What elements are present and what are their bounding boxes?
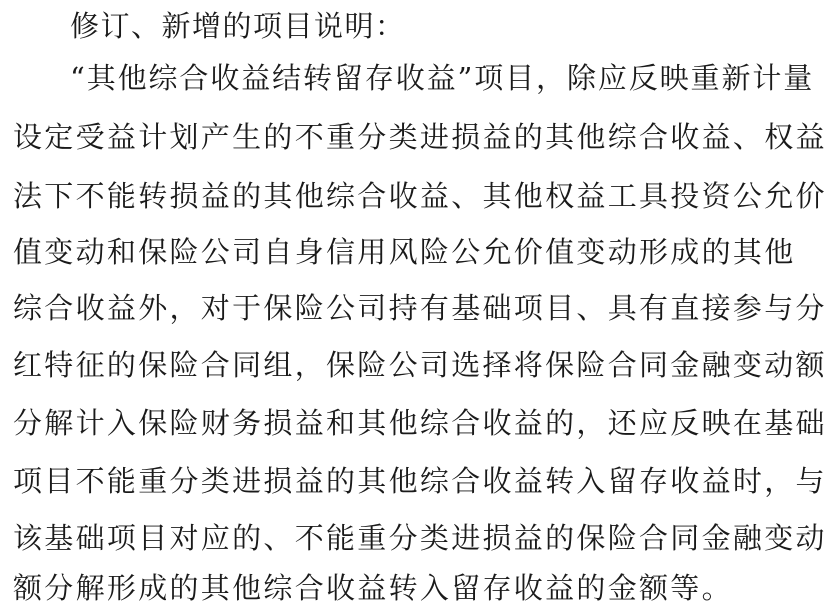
- paragraph-line-7: 分解计入保险财务损益和其他综合收益的，还应反映在基础: [13, 406, 827, 440]
- paragraph-line-8: 项目不能重分类进损益的其他综合收益转入留存收益时，与: [13, 464, 827, 498]
- section-heading: 修订、新增的项目说明：: [70, 9, 406, 43]
- paragraph-line-6: 红特征的保险合同组，保险公司选择将保险合同金融变动额: [13, 348, 827, 382]
- paragraph-line-1: “其他综合收益结转留存收益”项目，除应反映重新计量: [70, 61, 815, 95]
- paragraph-line-10: 额分解形成的其他综合收益转入留存收益的金额等。: [13, 571, 733, 605]
- paragraph-line-9: 该基础项目对应的、不能重分类进损益的保险合同金融变动: [13, 521, 827, 555]
- paragraph-line-2: 设定受益计划产生的不重分类进损益的其他综合收益、权益: [13, 120, 827, 154]
- paragraph-line-3: 法下不能转损益的其他综合收益、其他权益工具投资公允价: [13, 179, 827, 213]
- paragraph-line-4: 值变动和保险公司自身信用风险公允价值变动形成的其他: [13, 235, 796, 269]
- paragraph-line-5: 综合收益外，对于保险公司持有基础项目、具有直接参与分: [13, 291, 827, 325]
